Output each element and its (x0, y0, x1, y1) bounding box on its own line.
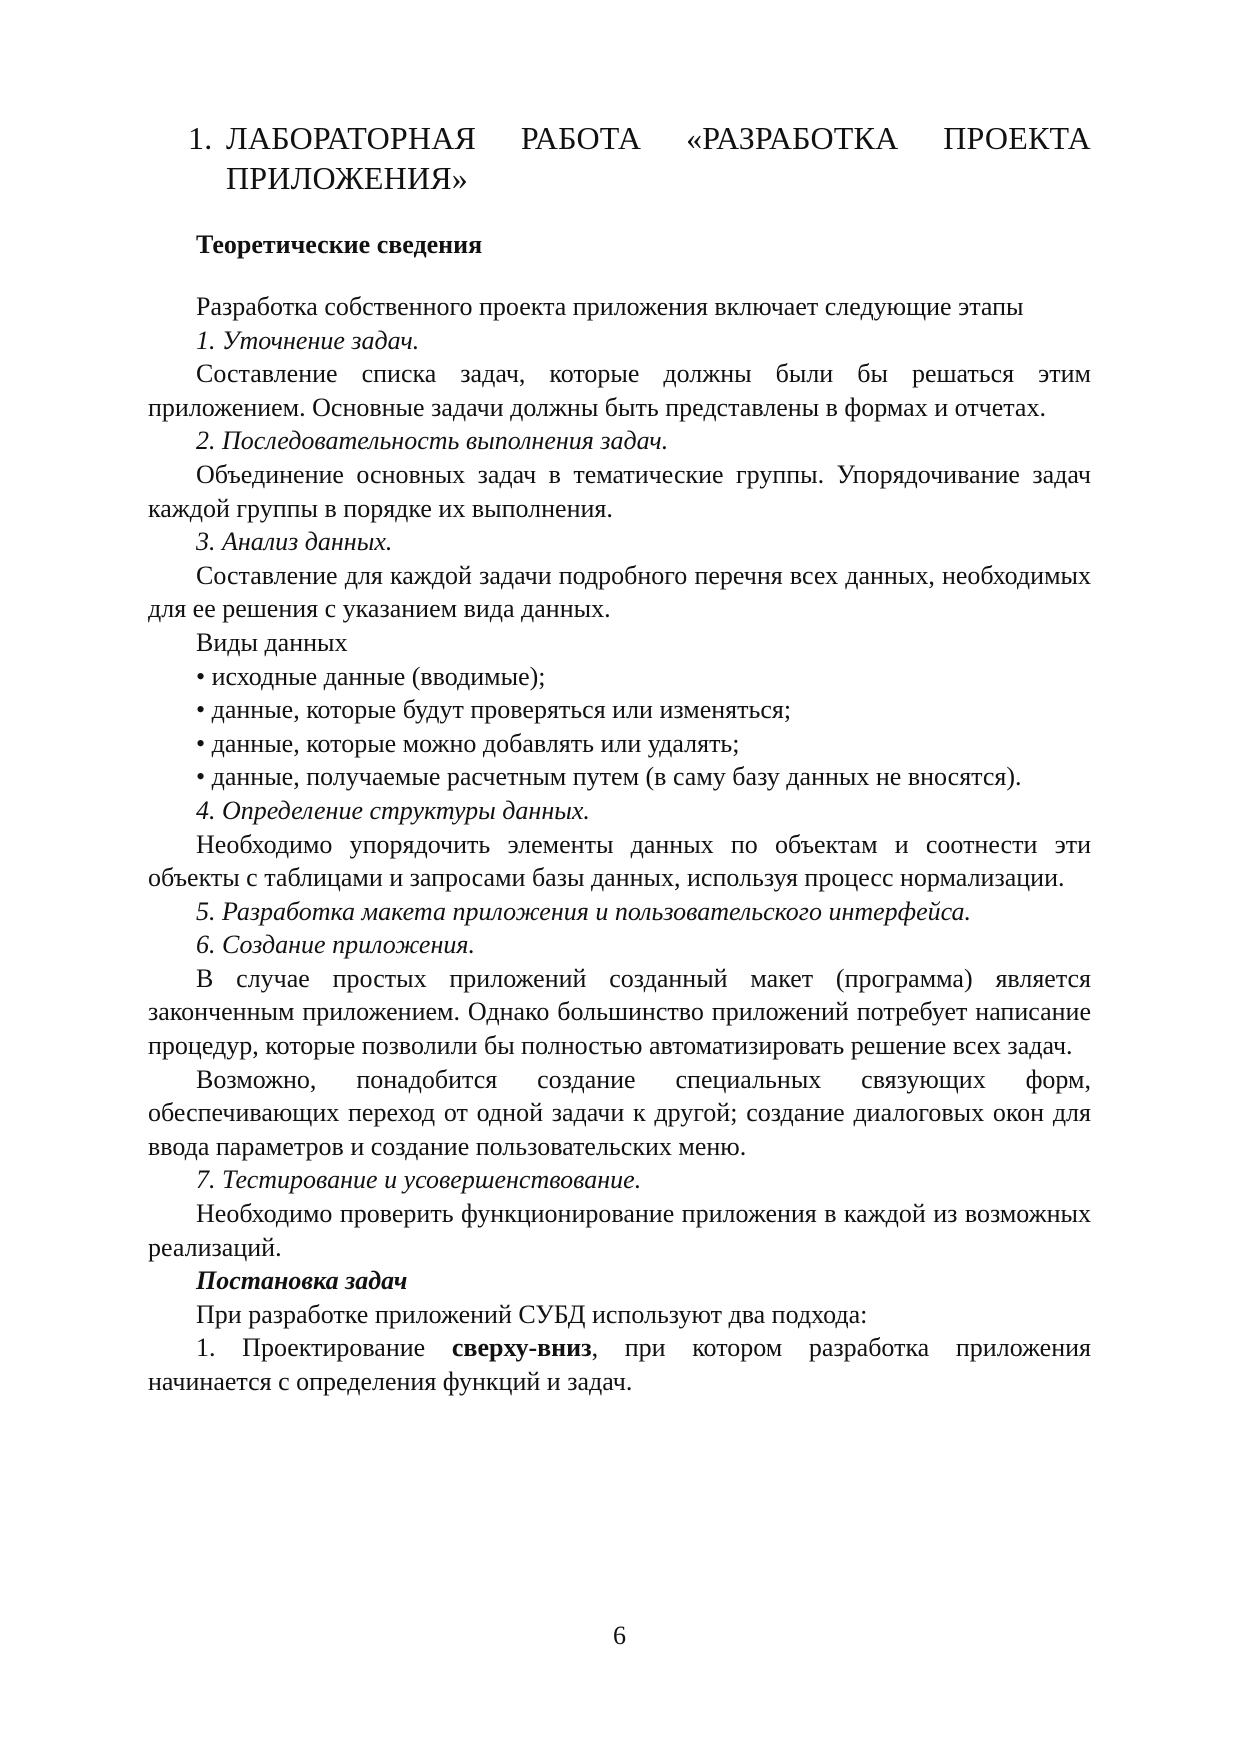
bullet-item: • данные, которые можно добавлять или удалять; (196, 728, 740, 758)
bullet-item: • данные, которые будут проверяться или изменяться; (196, 695, 792, 725)
paragraph-step-3: Составление для каждой задачи подробного перечня всех данных, необходимых для ее решения с указанием вида данных. (148, 560, 1091, 624)
task-statement-heading: Постановка задач (196, 1266, 408, 1296)
document-page (148, 0, 1091, 1754)
bullet-item: • данные, получаемые расчетным путем (в саму базу данных не вносятся). (196, 762, 1022, 792)
paragraph-step-1: Составление списка задач, которые должны были бы решаться этим приложением. Основные задачи должны быть представлены в формах и отчетах. (148, 359, 1091, 422)
step-1-heading: 1. Уточнение задач. (196, 325, 420, 355)
step-6-heading: 6. Создание приложения. (196, 930, 475, 960)
step-3-heading: 3. Анализ данных. (196, 527, 393, 557)
paragraph-approaches: При разработке приложений СУБД используют два подхода: (196, 1299, 868, 1329)
paragraph-step-7: Необходимо проверить функционирование приложения в каждой из возможных реализаций. (148, 1199, 1091, 1262)
chapter-heading (188, 118, 1091, 198)
body-text (148, 290, 1091, 1399)
top-down-text-before: 1. Проектирование (196, 1333, 452, 1363)
step-4-heading: 4. Определение структуры данных. (196, 795, 590, 825)
paragraph-top-down (148, 1331, 1091, 1398)
paragraph-step-6a: В случае простых приложений созданный макет (программа) является законченным приложением. Однако большинство приложений потребует написание процедур, которые позволили бы полностью автоматизировать решение всех задач. (148, 963, 1091, 1061)
paragraph-step-4: Необходимо упорядочить элементы данных по объектам и соотнести эти объекты с таблицами и запросами базы данных, используя процесс нормализации. (148, 829, 1091, 893)
step-7-heading: 7. Тестирование и усовершенствование. (196, 1165, 642, 1195)
paragraph-step-6b: Возможно, понадобится создание специальных связующих форм, обеспечивающих переход от одной задачи к другой; создание диалоговых окон для ввода параметров и создание пользовательских меню. (148, 1064, 1091, 1161)
top-down-text-after: , при котором разработка приложения начинается с определения функций и задач. (148, 1333, 1091, 1396)
bullet-item: • исходные данные (вводимые); (196, 661, 546, 691)
page-number: 6 (613, 1621, 626, 1650)
chapter-number: 1. (188, 120, 213, 156)
step-2-heading: 2. Последовательность выполнения задач. (196, 426, 669, 456)
step-5-heading: 5. Разработка макета приложения и пользовательского интерфейса. (196, 896, 972, 926)
section-subheading: Теоретические сведения (196, 230, 483, 259)
chapter-title: ЛАБОРАТОРНАЯ РАБОТА «РАЗРАБОТКА ПРОЕКТА ПРИЛОЖЕНИЯ» (226, 120, 1091, 196)
top-down-term: сверху-вниз (451, 1333, 592, 1363)
data-types-label: Виды данных (196, 627, 348, 657)
paragraph-intro: Разработка собственного проекта приложения включает следующие этапы (196, 292, 1024, 321)
paragraph-step-2: Объединение основных задач в тематические группы. Упорядочивание задач каждой группы в порядке их выполнения. (148, 459, 1091, 523)
